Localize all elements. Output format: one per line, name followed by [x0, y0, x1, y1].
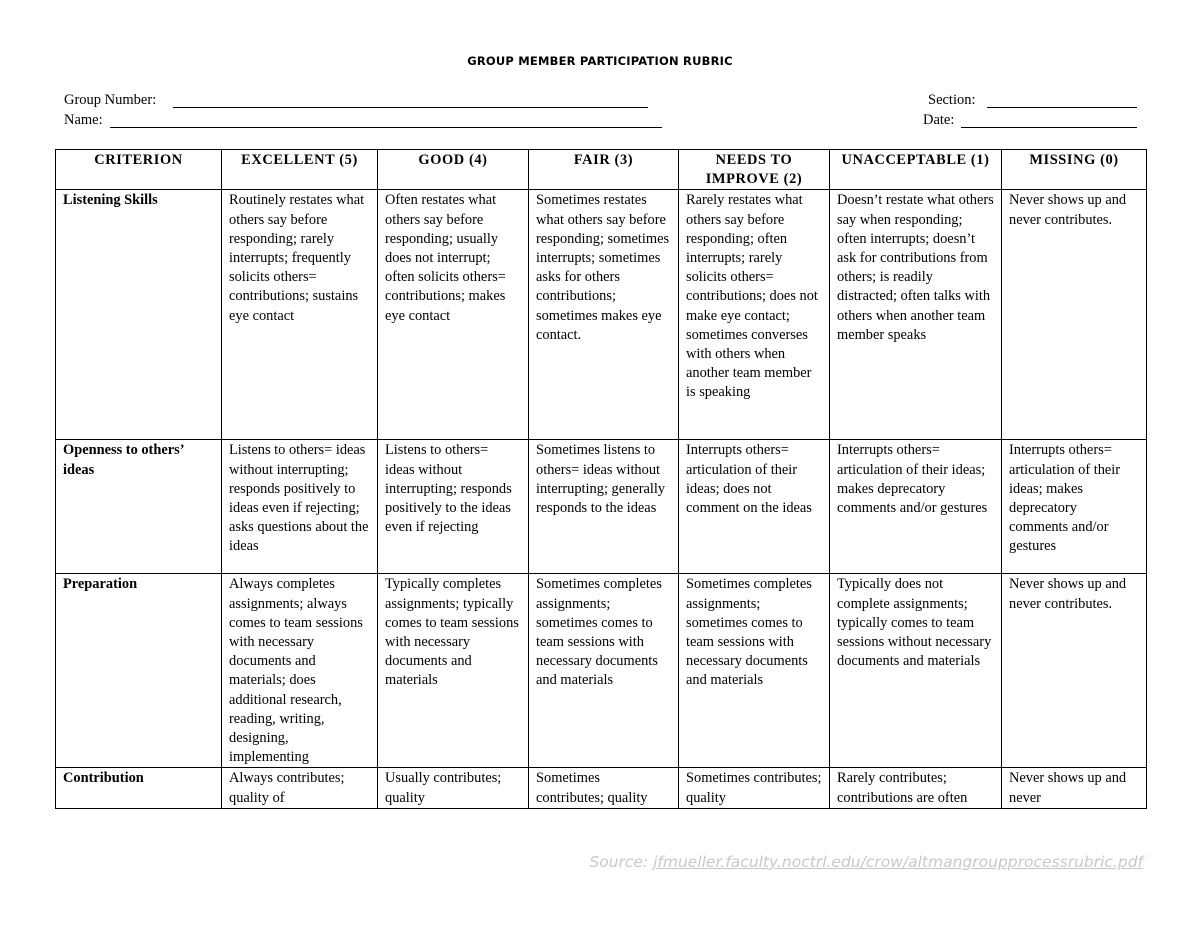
rubric-cell: Interrupts others= articulation of their ideas; makes deprecatory comments and/or gestures — [830, 440, 1002, 574]
rubric-cell: Sometimes listens to others= ideas without interrupting; generally responds to the ideas — [529, 440, 679, 574]
group-number-label: Group Number: — [64, 92, 157, 108]
header-good: GOOD (4) — [378, 150, 529, 190]
table-row — [56, 768, 1147, 808]
rubric-table — [55, 149, 1147, 809]
rubric-cell: Listens to others= ideas without interrupting; responds positively to ideas even if rejecting; asks questions about the ideas — [222, 440, 378, 574]
date-label: Date: — [923, 112, 955, 128]
source-link[interactable]: jfmueller.faculty.noctrl.edu/crow/altmangroupprocessrubric.pdf — [653, 853, 1143, 871]
date-field — [923, 112, 954, 129]
rubric-cell: Always contributes; quality of — [222, 768, 378, 808]
rubric-cell: Listens to others= ideas without interrupting; responds positively to the ideas even if rejecting — [378, 440, 529, 574]
rubric-cell: Routinely restates what others say before responding; rarely interrupts; frequently solicits others= contributions; sustains eye contact — [222, 190, 378, 440]
rubric-cell: Often restates what others say before responding; usually does not interrupt; often solicits others= contributions; makes eye contact — [378, 190, 529, 440]
criterion-cell: Listening Skills — [56, 190, 222, 440]
header-row — [56, 150, 1147, 190]
section-field — [928, 92, 976, 109]
rubric-cell: Rarely contributes; contributions are often — [830, 768, 1002, 808]
document-title: GROUP MEMBER PARTICIPATION RUBRIC — [467, 54, 733, 68]
rubric-cell: Typically completes assignments; typically comes to team sessions with necessary documents and materials — [378, 574, 529, 768]
group-number-field — [64, 92, 156, 109]
header-unacceptable: UNACCEPTABLE (1) — [830, 150, 1002, 190]
group-number-line[interactable] — [173, 107, 648, 108]
rubric-cell: Doesn’t restate what others say when responding; often interrupts; doesn’t ask for contributions from others; is readily distracted; often talks with others when another team member speaks — [830, 190, 1002, 440]
rubric-cell: Interrupts others= articulation of their ideas; makes deprecatory comments and/or gestures — [1002, 440, 1147, 574]
header-needs-to-improve: NEEDS TO IMPROVE (2) — [679, 150, 830, 190]
rubric-cell: Never shows up and never — [1002, 768, 1147, 808]
rubric-cell: Typically does not complete assignments; typically comes to team sessions without necessary documents and materials — [830, 574, 1002, 768]
name-field — [64, 112, 103, 129]
criterion-cell: Contribution — [56, 768, 222, 808]
header-missing: MISSING (0) — [1002, 150, 1147, 190]
section-line[interactable] — [987, 107, 1137, 108]
name-line[interactable] — [110, 127, 662, 128]
date-line[interactable] — [961, 127, 1137, 128]
rubric-cell: Sometimes completes assignments; sometimes comes to team sessions with necessary documents and materials — [679, 574, 830, 768]
table-row — [56, 440, 1147, 574]
rubric-cell: Never shows up and never contributes. — [1002, 190, 1147, 440]
rubric-cell: Sometimes contributes; quality — [529, 768, 679, 808]
header-fair: FAIR (3) — [529, 150, 679, 190]
rubric-cell: Usually contributes; quality — [378, 768, 529, 808]
name-label: Name: — [64, 112, 103, 128]
criterion-cell: Openness to others’ ideas — [56, 440, 222, 574]
criterion-cell: Preparation — [56, 574, 222, 768]
source-prefix: Source: — [589, 853, 654, 871]
rubric-cell: Sometimes contributes; quality — [679, 768, 830, 808]
rubric-cell: Never shows up and never contributes. — [1002, 574, 1147, 768]
rubric-cell: Interrupts others= articulation of their ideas; does not comment on the ideas — [679, 440, 830, 574]
rubric-cell: Sometimes restates what others say before responding; sometimes interrupts; sometimes asks for others contributions; sometimes makes eye contact. — [529, 190, 679, 440]
table-row — [56, 190, 1147, 440]
source-caption — [589, 853, 1143, 871]
table-row — [56, 574, 1147, 768]
rubric-cell: Sometimes completes assignments; sometimes comes to team sessions with necessary documents and materials — [529, 574, 679, 768]
rubric-cell: Always completes assignments; always comes to team sessions with necessary documents and materials; does additional research, reading, writing, designing, implementing — [222, 574, 378, 768]
header-excellent: EXCELLENT (5) — [222, 150, 378, 190]
header-criterion: CRITERION — [56, 150, 222, 190]
rubric-cell: Rarely restates what others say before responding; often interrupts; rarely solicits others= contributions; does not make eye contact; sometimes converses with others when another team member is speaking — [679, 190, 830, 440]
section-label: Section: — [928, 92, 976, 108]
